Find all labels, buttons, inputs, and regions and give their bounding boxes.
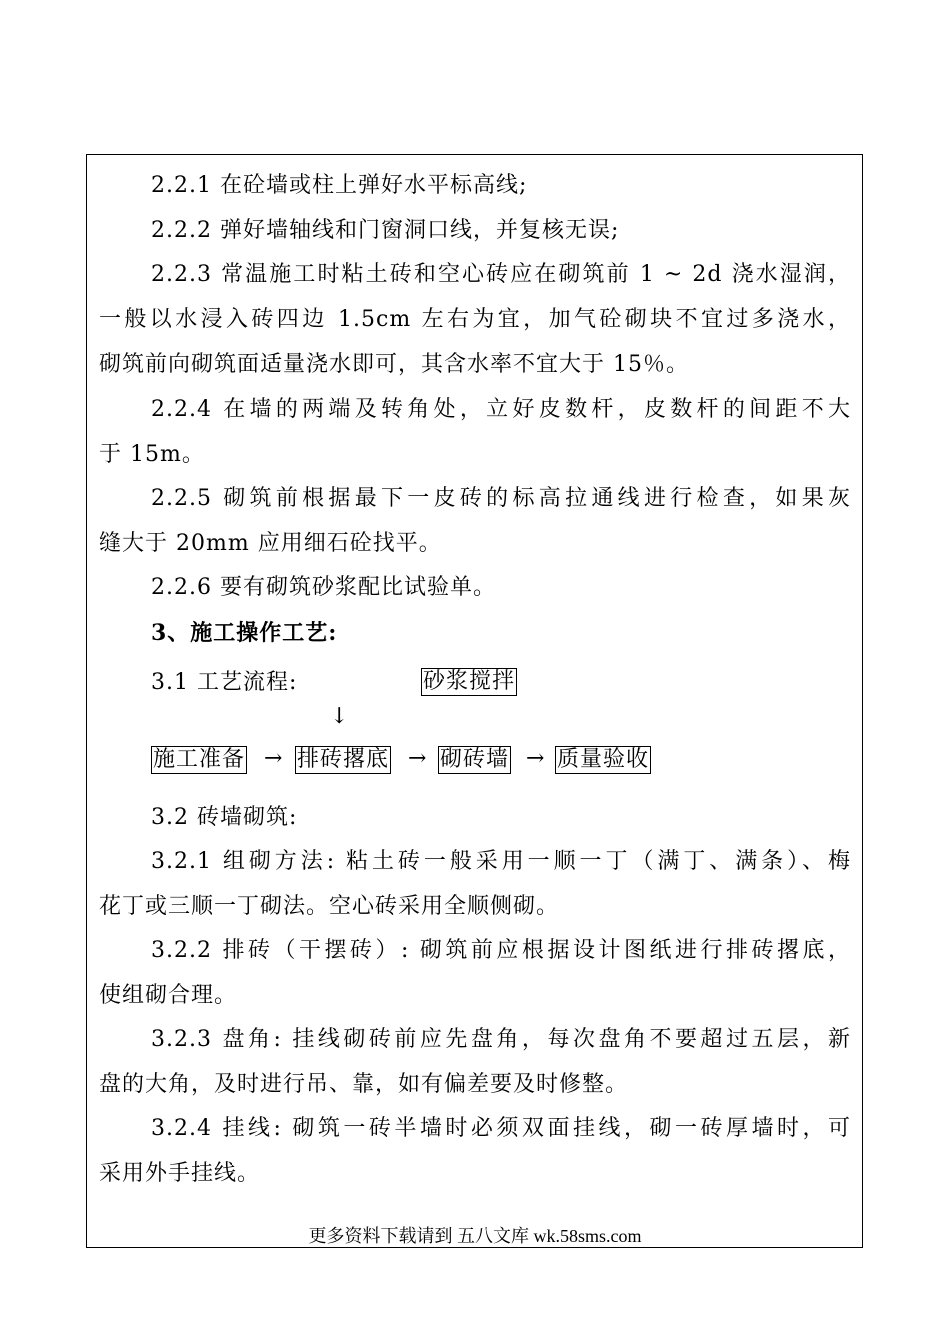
flow-step-mortar-mixing: 砂浆搅拌 [423,669,516,694]
para-3-2-4-line2: 采用外手挂线。 [99,1161,261,1186]
para-2-2-4-line2: 于 15m。 [99,442,205,467]
para-2-2-3-line1: 2.2.3 常温施工时粘土砖和空心砖应在砌筑前 1 ~ 2d 浇水湿润， [151,262,851,287]
para-3-2-2-line2: 使组砌合理。 [99,983,238,1008]
flow-step-3: 砌砖墙 [440,747,510,772]
para-2-2-6: 2.2.6 要有砌筑砂浆配比试验单。 [151,575,496,600]
footer-download-note: 更多资料下载请到 五八文库 wk.58sms.com [308,1226,642,1246]
para-3-2-1-line2: 花丁或三顺一丁砌法。空心砖采用全顺侧砌。 [99,894,560,919]
flow-arrow-2: → [408,746,427,771]
para-2-2-3-line3: 砌筑前向砌筑面适量浇水即可，其含水率不宜大于 15％。 [99,352,689,377]
para-3-2-3-line2: 盘的大角，及时进行吊、靠，如有偏差要及时修整。 [99,1072,629,1097]
para-2-2-1: 2.2.1 在砼墙或柱上弹好水平标高线; [151,173,528,198]
flow-step-2: 排砖撂底 [297,747,390,772]
para-3-2-3-line1: 3.2.3 盘角: 挂线砌砖前应先盘角，每次盘角不要超过五层，新 [151,1027,851,1052]
section-heading-3: 3、施工操作工艺: [151,620,338,646]
flow-arrow-1: → [264,746,283,771]
para-3-1: 3.1 工艺流程: [151,670,298,695]
para-3-2-1-line1: 3.2.1 组砌方法: 粘土砖一般采用一顺一丁（满丁、满条）、梅 [151,849,851,874]
para-2-2-5-line1: 2.2.5 砌筑前根据最下一皮砖的标高拉通线进行检查，如果灰 [151,486,851,511]
para-3-2: 3.2 砖墙砌筑: [151,805,298,830]
para-3-2-4-line1: 3.2.4 挂线: 砌筑一砖半墙时必须双面挂线，砌一砖厚墙时，可 [151,1116,851,1141]
para-2-2-3-line2: 一般以水浸入砖四边 1.5cm 左右为宜，加气砼砌块不宜过多浇水， [99,307,851,332]
para-2-2-2: 2.2.2 弹好墙轴线和门窗洞口线，并复核无误; [151,218,620,243]
para-3-2-2-line1: 3.2.2 排砖（干摆砖）: 砌筑前应根据设计图纸进行排砖撂底， [151,938,851,963]
para-2-2-4-line1: 2.2.4 在墙的两端及转角处，立好皮数杆，皮数杆的间距不大 [151,397,851,422]
flow-step-4: 质量验收 [557,747,650,772]
flow-down-arrow: ↓ [330,704,349,729]
flow-arrow-3: → [526,746,545,771]
flow-step-1: 施工准备 [153,747,246,772]
para-2-2-5-line2: 缝大于 20mm 应用细石砼找平。 [99,531,442,556]
